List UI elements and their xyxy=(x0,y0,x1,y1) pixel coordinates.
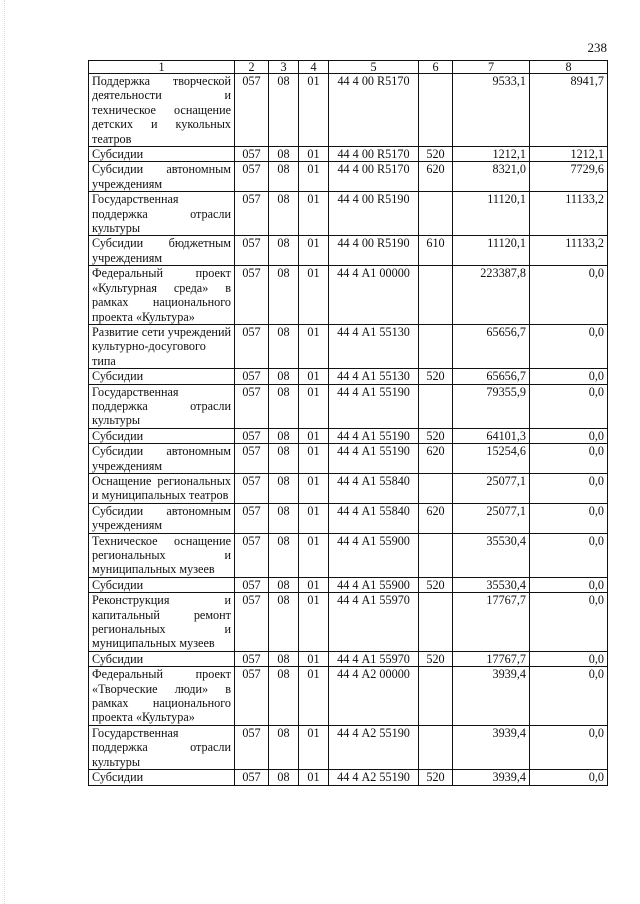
subsection-cell: 01 xyxy=(299,266,329,325)
table-row xyxy=(89,192,608,236)
amount-year-2-cell: 0,0 xyxy=(530,324,608,368)
subsection-cell: 01 xyxy=(299,593,329,652)
table-row xyxy=(89,444,608,474)
admin-code-cell: 057 xyxy=(235,651,269,666)
target-article-cell: 44 4 00 R5170 xyxy=(329,162,419,192)
target-article-cell: 44 4 А2 00000 xyxy=(329,667,419,726)
section-cell: 08 xyxy=(269,444,299,474)
subsection-cell: 01 xyxy=(299,444,329,474)
amount-year-2-cell: 0,0 xyxy=(530,428,608,443)
amount-year-1-cell: 17767,7 xyxy=(453,651,530,666)
column-header-5: 5 xyxy=(329,61,419,74)
amount-year-1-cell: 64101,3 xyxy=(453,428,530,443)
subsection-cell: 01 xyxy=(299,473,329,503)
expense-type-cell xyxy=(419,324,453,368)
table-row xyxy=(89,428,608,443)
amount-year-1-cell: 17767,7 xyxy=(453,593,530,652)
target-article-cell: 44 4 А1 55190 xyxy=(329,444,419,474)
amount-year-2-cell: 0,0 xyxy=(530,593,608,652)
amount-year-1-cell: 1212,1 xyxy=(453,147,530,162)
admin-code-cell: 057 xyxy=(235,503,269,533)
table-row xyxy=(89,384,608,428)
amount-year-1-cell: 3939,4 xyxy=(453,725,530,769)
target-article-cell: 44 4 А1 55190 xyxy=(329,384,419,428)
section-cell: 08 xyxy=(269,266,299,325)
expense-type-cell xyxy=(419,384,453,428)
column-header-4: 4 xyxy=(299,61,329,74)
target-article-cell: 44 4 А1 55970 xyxy=(329,593,419,652)
table-row xyxy=(89,725,608,769)
table-row xyxy=(89,770,608,785)
section-cell: 08 xyxy=(269,324,299,368)
section-cell: 08 xyxy=(269,725,299,769)
row-name-cell: Техническое оснащение региональных и муниципальных музеев xyxy=(89,533,235,577)
admin-code-cell: 057 xyxy=(235,577,269,592)
subsection-cell: 01 xyxy=(299,533,329,577)
amount-year-2-cell: 0,0 xyxy=(530,770,608,785)
amount-year-1-cell: 15254,6 xyxy=(453,444,530,474)
row-name-cell: Субсидии автономным учреждениям xyxy=(89,503,235,533)
amount-year-1-cell: 11120,1 xyxy=(453,236,530,266)
expense-type-cell: 520 xyxy=(419,651,453,666)
amount-year-1-cell: 25077,1 xyxy=(453,503,530,533)
row-name-cell: Оснащение региональных и муниципальных театров xyxy=(89,473,235,503)
section-cell: 08 xyxy=(269,667,299,726)
section-cell: 08 xyxy=(269,428,299,443)
admin-code-cell: 057 xyxy=(235,162,269,192)
table-row xyxy=(89,74,608,147)
expense-type-cell: 620 xyxy=(419,162,453,192)
row-name-cell: Развитие сети учреждений культурно-досугового типа xyxy=(89,324,235,368)
subsection-cell: 01 xyxy=(299,770,329,785)
target-article-cell: 44 4 А1 55130 xyxy=(329,369,419,384)
admin-code-cell: 057 xyxy=(235,533,269,577)
table-row xyxy=(89,577,608,592)
amount-year-1-cell: 25077,1 xyxy=(453,473,530,503)
expense-type-cell: 520 xyxy=(419,577,453,592)
subsection-cell: 01 xyxy=(299,324,329,368)
subsection-cell: 01 xyxy=(299,428,329,443)
admin-code-cell: 057 xyxy=(235,667,269,726)
section-cell: 08 xyxy=(269,593,299,652)
amount-year-2-cell: 8941,7 xyxy=(530,74,608,147)
table-body xyxy=(89,74,608,786)
target-article-cell: 44 4 А1 55970 xyxy=(329,651,419,666)
scan-edge xyxy=(4,0,6,904)
table-row xyxy=(89,147,608,162)
admin-code-cell: 057 xyxy=(235,369,269,384)
budget-table xyxy=(88,60,608,786)
row-name-cell: Субсидии xyxy=(89,651,235,666)
admin-code-cell: 057 xyxy=(235,770,269,785)
target-article-cell: 44 4 00 R5190 xyxy=(329,192,419,236)
amount-year-1-cell: 223387,8 xyxy=(453,266,530,325)
target-article-cell: 44 4 А1 55840 xyxy=(329,503,419,533)
section-cell: 08 xyxy=(269,192,299,236)
section-cell: 08 xyxy=(269,74,299,147)
table-row xyxy=(89,503,608,533)
amount-year-2-cell: 0,0 xyxy=(530,667,608,726)
subsection-cell: 01 xyxy=(299,651,329,666)
expense-type-cell xyxy=(419,667,453,726)
section-cell: 08 xyxy=(269,473,299,503)
subsection-cell: 01 xyxy=(299,503,329,533)
admin-code-cell: 057 xyxy=(235,725,269,769)
target-article-cell: 44 4 00 R5170 xyxy=(329,147,419,162)
amount-year-2-cell: 0,0 xyxy=(530,577,608,592)
admin-code-cell: 057 xyxy=(235,192,269,236)
admin-code-cell: 057 xyxy=(235,428,269,443)
subsection-cell: 01 xyxy=(299,147,329,162)
expense-type-cell xyxy=(419,192,453,236)
row-name-cell: Реконструкция и капитальный ремонт региональных и муниципальных музеев xyxy=(89,593,235,652)
amount-year-2-cell: 0,0 xyxy=(530,473,608,503)
target-article-cell: 44 4 00 R5190 xyxy=(329,236,419,266)
section-cell: 08 xyxy=(269,369,299,384)
header-row xyxy=(89,61,608,74)
row-name-cell: Государственная поддержка отрасли культуры xyxy=(89,725,235,769)
target-article-cell: 44 4 А1 55900 xyxy=(329,533,419,577)
admin-code-cell: 057 xyxy=(235,266,269,325)
table-row xyxy=(89,266,608,325)
section-cell: 08 xyxy=(269,384,299,428)
expense-type-cell: 520 xyxy=(419,770,453,785)
column-header-2: 2 xyxy=(235,61,269,74)
amount-year-2-cell: 0,0 xyxy=(530,369,608,384)
table-row xyxy=(89,236,608,266)
subsection-cell: 01 xyxy=(299,192,329,236)
page-number: 238 xyxy=(587,40,607,55)
row-name-cell: Субсидии xyxy=(89,147,235,162)
row-name-cell: Субсидии автономным учреждениям xyxy=(89,162,235,192)
amount-year-2-cell: 0,0 xyxy=(530,384,608,428)
subsection-cell: 01 xyxy=(299,74,329,147)
admin-code-cell: 057 xyxy=(235,147,269,162)
row-name-cell: Государственная поддержка отрасли культуры xyxy=(89,192,235,236)
row-name-cell: Федеральный проект «Культурная среда» в рамках национального проекта «Культура» xyxy=(89,266,235,325)
table-row xyxy=(89,667,608,726)
admin-code-cell: 057 xyxy=(235,236,269,266)
amount-year-2-cell: 0,0 xyxy=(530,725,608,769)
amount-year-1-cell: 8321,0 xyxy=(453,162,530,192)
amount-year-2-cell: 7729,6 xyxy=(530,162,608,192)
amount-year-2-cell: 11133,2 xyxy=(530,236,608,266)
amount-year-1-cell: 9533,1 xyxy=(453,74,530,147)
section-cell: 08 xyxy=(269,503,299,533)
amount-year-1-cell: 3939,4 xyxy=(453,667,530,726)
amount-year-2-cell: 0,0 xyxy=(530,533,608,577)
row-name-cell: Государственная поддержка отрасли культуры xyxy=(89,384,235,428)
amount-year-2-cell: 1212,1 xyxy=(530,147,608,162)
row-name-cell: Субсидии xyxy=(89,428,235,443)
amount-year-1-cell: 65656,7 xyxy=(453,324,530,368)
expense-type-cell: 520 xyxy=(419,428,453,443)
expense-type-cell: 520 xyxy=(419,147,453,162)
expense-type-cell xyxy=(419,74,453,147)
section-cell: 08 xyxy=(269,236,299,266)
expense-type-cell xyxy=(419,725,453,769)
target-article-cell: 44 4 А2 55190 xyxy=(329,725,419,769)
table-row xyxy=(89,651,608,666)
row-name-cell: Поддержка творческой деятельности и техническое оснащение детских и кукольных театров xyxy=(89,74,235,147)
admin-code-cell: 057 xyxy=(235,324,269,368)
expense-type-cell xyxy=(419,593,453,652)
expense-type-cell: 520 xyxy=(419,369,453,384)
expense-type-cell: 620 xyxy=(419,444,453,474)
row-name-cell: Федеральный проект «Творческие люди» в рамках национального проекта «Культура» xyxy=(89,667,235,726)
admin-code-cell: 057 xyxy=(235,384,269,428)
section-cell: 08 xyxy=(269,770,299,785)
subsection-cell: 01 xyxy=(299,162,329,192)
amount-year-2-cell: 0,0 xyxy=(530,444,608,474)
amount-year-1-cell: 11120,1 xyxy=(453,192,530,236)
target-article-cell: 44 4 А2 55190 xyxy=(329,770,419,785)
row-name-cell: Субсидии xyxy=(89,577,235,592)
subsection-cell: 01 xyxy=(299,384,329,428)
subsection-cell: 01 xyxy=(299,725,329,769)
admin-code-cell: 057 xyxy=(235,444,269,474)
section-cell: 08 xyxy=(269,651,299,666)
column-header-1: 1 xyxy=(89,61,235,74)
target-article-cell: 44 4 А1 55840 xyxy=(329,473,419,503)
subsection-cell: 01 xyxy=(299,369,329,384)
table-row xyxy=(89,162,608,192)
admin-code-cell: 057 xyxy=(235,473,269,503)
section-cell: 08 xyxy=(269,162,299,192)
column-header-8: 8 xyxy=(530,61,608,74)
section-cell: 08 xyxy=(269,147,299,162)
expense-type-cell xyxy=(419,266,453,325)
amount-year-1-cell: 35530,4 xyxy=(453,577,530,592)
amount-year-1-cell: 35530,4 xyxy=(453,533,530,577)
expense-type-cell: 610 xyxy=(419,236,453,266)
amount-year-2-cell: 0,0 xyxy=(530,651,608,666)
target-article-cell: 44 4 00 R5170 xyxy=(329,74,419,147)
column-header-7: 7 xyxy=(453,61,530,74)
table-header xyxy=(89,61,608,74)
column-header-6: 6 xyxy=(419,61,453,74)
table-row xyxy=(89,593,608,652)
amount-year-1-cell: 79355,9 xyxy=(453,384,530,428)
section-cell: 08 xyxy=(269,577,299,592)
row-name-cell: Субсидии автономным учреждениям xyxy=(89,444,235,474)
subsection-cell: 01 xyxy=(299,577,329,592)
target-article-cell: 44 4 А1 55130 xyxy=(329,324,419,368)
table-row xyxy=(89,533,608,577)
row-name-cell: Субсидии xyxy=(89,369,235,384)
subsection-cell: 01 xyxy=(299,667,329,726)
table-row xyxy=(89,473,608,503)
admin-code-cell: 057 xyxy=(235,74,269,147)
column-header-3: 3 xyxy=(269,61,299,74)
amount-year-2-cell: 0,0 xyxy=(530,266,608,325)
amount-year-2-cell: 0,0 xyxy=(530,503,608,533)
target-article-cell: 44 4 А1 55190 xyxy=(329,428,419,443)
amount-year-2-cell: 11133,2 xyxy=(530,192,608,236)
table-row xyxy=(89,324,608,368)
expense-type-cell xyxy=(419,533,453,577)
table-row xyxy=(89,369,608,384)
section-cell: 08 xyxy=(269,533,299,577)
subsection-cell: 01 xyxy=(299,236,329,266)
amount-year-1-cell: 3939,4 xyxy=(453,770,530,785)
expense-type-cell: 620 xyxy=(419,503,453,533)
amount-year-1-cell: 65656,7 xyxy=(453,369,530,384)
expense-type-cell xyxy=(419,473,453,503)
row-name-cell: Субсидии бюджетным учреждениям xyxy=(89,236,235,266)
target-article-cell: 44 4 А1 00000 xyxy=(329,266,419,325)
target-article-cell: 44 4 А1 55900 xyxy=(329,577,419,592)
row-name-cell: Субсидии xyxy=(89,770,235,785)
admin-code-cell: 057 xyxy=(235,593,269,652)
